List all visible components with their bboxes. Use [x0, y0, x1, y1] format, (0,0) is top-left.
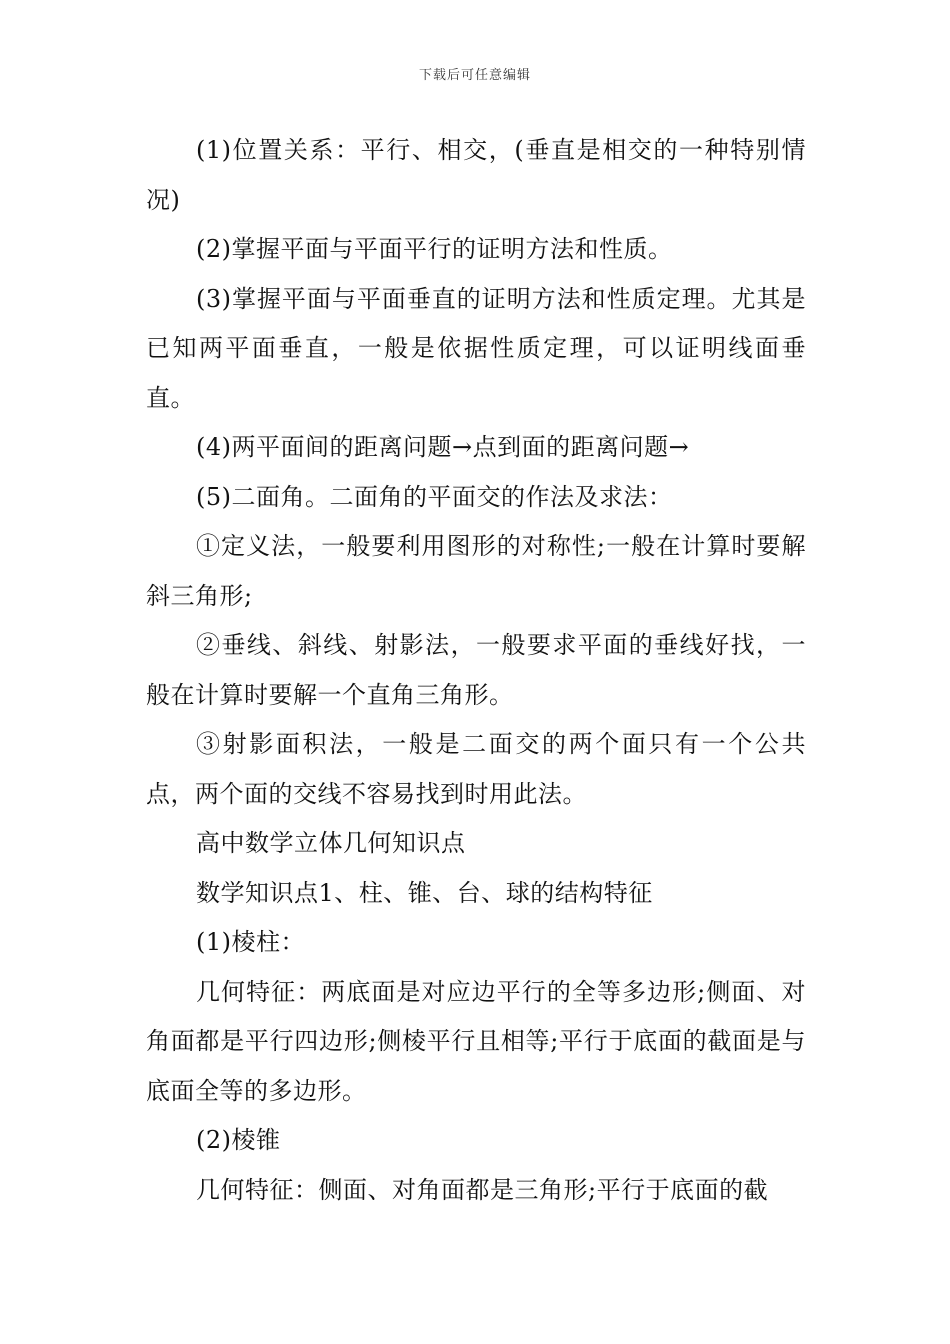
paragraph-dihedral-angle: (5)二面角。二面角的平面交的作法及求法：	[196, 482, 673, 511]
document-body	[146, 126, 806, 1215]
pyramid-heading: (2)棱锥	[196, 1126, 281, 1154]
prism-features: 几何特征：两底面是对应边平行的全等多边形;侧面、对角面都是平行四边形;侧棱平行且相等;平行于底面的截面是与底面全等的多边形。	[146, 977, 806, 1105]
paragraph-parallel-proof: (2)掌握平面与平面平行的证明方法和性质。	[196, 235, 673, 263]
paragraph-definition-method: ①定义法，一般要利用图形的对称性;一般在计算时要解斜三角形;	[146, 532, 806, 610]
paragraph-projection-area-method: ③射影面积法，一般是二面交的两个面只有一个公共点，两个面的交线不容易找到时用此法。	[146, 730, 806, 808]
paragraph-perpendicular-method: ②垂线、斜线、射影法，一般要求平面的垂线好找，一般在计算时要解一个直角三角形。	[146, 631, 806, 709]
prism-heading: (1)棱柱：	[196, 928, 305, 956]
page-header: 下载后可任意编辑	[418, 68, 531, 83]
paragraph-position-relation: (1)位置关系：平行、相交，(垂直是相交的一种特别情况)	[146, 136, 806, 214]
section-title: 高中数学立体几何知识点	[196, 829, 466, 857]
paragraph-plane-distance: (4)两平面间的距离问题→点到面的距离问题→	[196, 433, 690, 461]
paragraph-perpendicular-proof: (3)掌握平面与平面垂直的证明方法和性质定理。尤其是已知两平面垂直，一般是依据性质定理，可以证明线面垂直。	[146, 284, 806, 412]
pyramid-features: 几何特征：侧面、对角面都是三角形;平行于底面的截	[196, 1175, 769, 1204]
subsection-title: 数学知识点1、柱、锥、台、球的结构特征	[196, 878, 653, 907]
